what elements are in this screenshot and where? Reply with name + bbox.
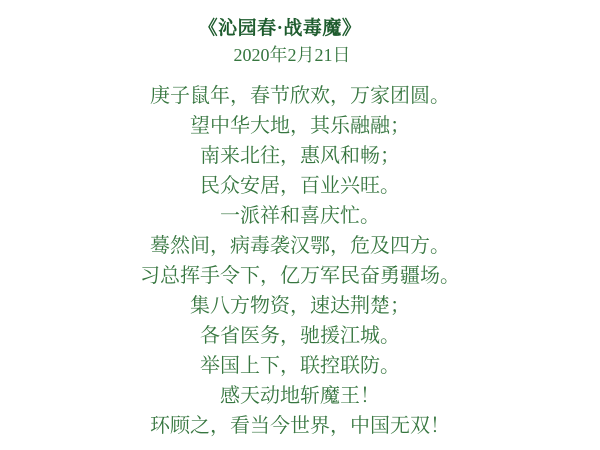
poem-line: 各省医务，驰援江城。 xyxy=(200,325,400,347)
poem-line: 庚子鼠年，春节欣欢，万家团圆。 xyxy=(150,85,450,107)
poem-line: 举国上下，联控联防。 xyxy=(200,355,400,377)
poem-date: 2020年2月21日 xyxy=(233,45,351,65)
poem-line: 南来北往，惠风和畅； xyxy=(200,145,400,167)
poem-line: 民众安居，百业兴旺。 xyxy=(200,175,400,197)
poem-line: 习总挥手令下，亿万军民奋勇疆场。 xyxy=(140,265,460,287)
poem-body xyxy=(0,81,600,441)
poem-line: 蓦然间，病毒袭汉鄂，危及四方。 xyxy=(150,235,450,257)
poem-line: 感天动地斩魔王！ xyxy=(220,385,380,407)
poem-line: 集八方物资，速达荆楚； xyxy=(190,295,410,317)
poem-line: 望中华大地，其乐融融； xyxy=(190,115,410,137)
poem-line: 一派祥和喜庆忙。 xyxy=(220,205,380,227)
poem-title: 《沁园春·战毒魔》 xyxy=(198,18,362,39)
poem-line: 环顾之，看当今世界，中国无双！ xyxy=(150,415,450,437)
